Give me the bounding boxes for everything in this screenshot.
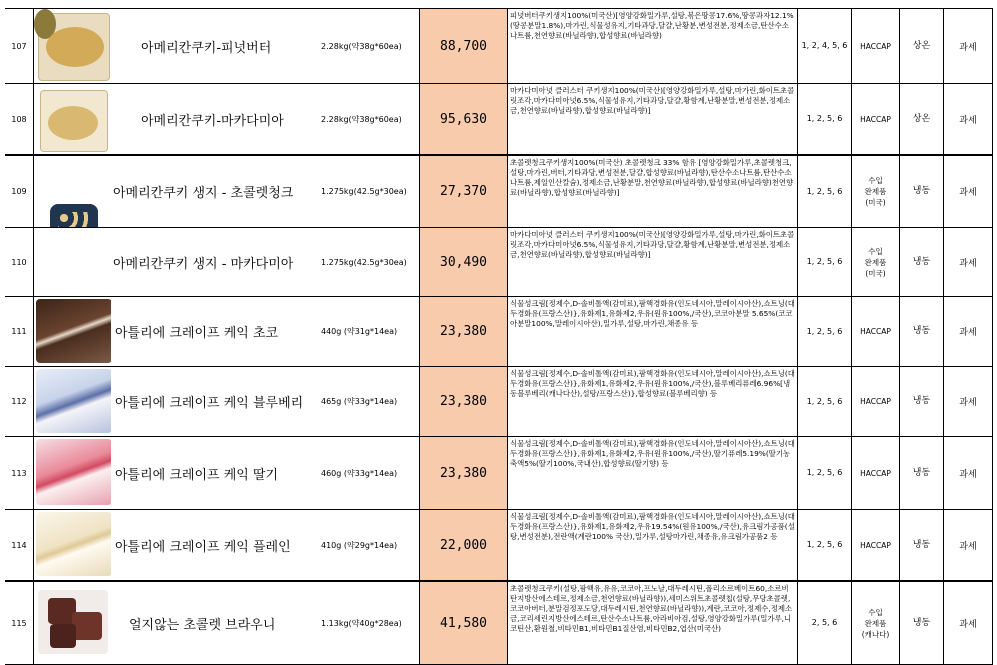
allergen-codes: 1, 2, 5, 6 [797, 156, 851, 227]
product-image-cell [33, 582, 111, 664]
row-number: 111 [11, 327, 27, 336]
product-ingredients: 마카다미아넛 클러스터 쿠키생지100%(미국산)[영양강화밀가루,설탕,마가린,화이트초콜릿조각,마카다미아넛6.5%,식물성유지,기타과당,달걀,황함계,난황분말,변성전분,정제소금,천연향료(바닐라향),합성향료(바닐라향)] [507, 228, 797, 296]
product-name [111, 582, 321, 664]
table-row [5, 296, 993, 366]
certification: 수입 완제품 (미국) [851, 156, 899, 227]
product-name-text: 아메리칸쿠키 생지 - 초콜렛청크 [113, 186, 294, 201]
product-price: 27,370 [419, 156, 507, 227]
product-name-text: 얼지않는 초콜렛 브라우니 [129, 617, 276, 633]
tax-status: 과세 [943, 9, 993, 83]
allergen-codes: 1, 2, 4, 5, 6 [797, 9, 851, 83]
product-name [111, 297, 321, 366]
product-image [34, 437, 111, 509]
row-number: 109 [11, 187, 27, 196]
product-price: 23,380 [419, 297, 507, 366]
certification: HACCAP [851, 437, 899, 509]
storage-type: 냉동 [899, 228, 943, 296]
allergen-codes: 1, 2, 5, 6 [797, 367, 851, 436]
product-name-text: 아메리칸쿠키-피넛버터 [141, 40, 272, 56]
tax-status: 과세 [943, 228, 993, 296]
table-row [5, 509, 993, 580]
product-name-text: 아틀리에 크레이프 케익 딸기 [115, 467, 279, 483]
product-image-cell [33, 437, 111, 509]
product-ingredients: 식물성크림[정제수,D-솔비톨액(감미료),팜핵경화유(인도네시아,말레이시아산),쇼트닝(대두경화유(프랑스산)},유화제1,유화제2,우유19.54%(원유100%,/국산),유크림가공품(설탕,변성전분),전란액(계란100% 국산),밀가루,설탕마가린,채종유,유크림가공품2 등 [507, 510, 797, 580]
product-image-cell [33, 228, 111, 296]
product-ingredients: 초콜렛청크쿠키(설탕,팜핵유,유유,코코아,프노날,대두레시틴,폴리소르베이트60,소르비탄지방산에스테르,정제소금,천연향료(바닐라향)),세미스위트초콜렛칩(설탕,무당초콜렛,코코아버터,분말검정포도당,대두레시틴,천연향료(바닐라향)),계란,코코아,정제수,정제소금,코리세린지방산에스테르,탄산수소나트륨,아라비아검,설탕,영양강화밀가루(밀가루,니코틴산,환원철,비타민B1,비타민B1질산염,비타민B2,엽산(미국산) [507, 582, 797, 664]
row-number: 113 [11, 468, 27, 478]
row-number: 114 [11, 540, 27, 550]
brownie-image [50, 624, 76, 648]
certification: 수입 완제품 (미국) [851, 228, 899, 296]
tax-status: 과세 [943, 84, 993, 154]
product-price: 30,490 [419, 228, 507, 296]
tax-status: 과세 [943, 437, 993, 509]
product-image-cell [33, 367, 111, 436]
product-image [34, 510, 111, 580]
cookie-dough-image [58, 212, 90, 227]
product-weight: 1.275kg(42.5g*30ea) [321, 187, 407, 196]
allergen-codes: 1, 2, 5, 6 [797, 228, 851, 296]
crepe-cake-image [36, 512, 111, 576]
row-number: 115 [11, 618, 27, 628]
product-image [34, 582, 111, 664]
product-ingredients: 식물성크림[정제수,D-솔비톨액(감미료),팜핵경화유(인도네시아,말레이시아산),쇼트닝(대두경화유(프랑스산)},유화제1,유화제2,우유(원유100%,/국산),코코아분말 5.65%(코코아분말100%,말레이시아산),밀가루,설탕,마가린,채종유 등 [507, 297, 797, 366]
product-image [34, 297, 111, 366]
product-image-cell [33, 9, 111, 83]
product-name-text: 아틀리에 크레이프 케익 플레인 [115, 539, 291, 555]
row-number: 112 [11, 397, 27, 406]
product-weight: 1.13kg(약40g*28ea) [321, 618, 402, 628]
product-ingredients: 식물성크림[정제수,D-솔비톨액(감미료),팜핵경화유(인도네시아,말레이시아산),쇼트닝(대두경화유(프랑스산)},유화제1,유화제2,우유(원유100%,/국산),딸기퓨레5.19%(딸기농축액5%(딸기100%,국내산),합성향료(딸기향) 등 [507, 437, 797, 509]
storage-type: 냉동 [899, 297, 943, 366]
certification: 수입 완제품 (캐나다) [851, 582, 899, 664]
tax-status: 과세 [943, 297, 993, 366]
product-weight: 2.28kg(약38g*60ea) [321, 41, 402, 51]
row-number: 108 [11, 114, 27, 124]
tax-status: 과세 [943, 582, 993, 664]
product-ingredients: 피넛버터쿠키생지100%(미국산)[영양강화밀가루,설탕,볶은땅콩17.6%,땅콩과자12.1%(땅콩분말1.8%),마가린,식물성유지,기타과당,달걀,난황분,변성전분,정제소금,탄산수소나트륨,천연향료(바닐라향),합성향료(바닐라향) [507, 9, 797, 83]
storage-type: 상온 [899, 9, 943, 83]
product-name-text: 아메리칸쿠키-마카다미아 [141, 113, 284, 129]
storage-type: 냉동 [899, 437, 943, 509]
table-row [5, 227, 993, 296]
product-weight: 410g (약29g*14ea) [321, 540, 398, 550]
allergen-codes: 1, 2, 5, 6 [797, 437, 851, 509]
storage-type: 냉동 [899, 367, 943, 436]
product-price: 23,380 [419, 437, 507, 509]
product-name-text: 아틀리에 크레이프 케익 블루베리 [115, 396, 304, 411]
allergen-codes: 2, 5, 6 [797, 582, 851, 664]
product-price: 23,380 [419, 367, 507, 436]
cookie-image [48, 106, 98, 140]
product-price: 95,630 [419, 84, 507, 154]
product-name [111, 367, 321, 436]
certification: HACCAP [851, 9, 899, 83]
table-row [5, 580, 993, 665]
storage-type: 상온 [899, 84, 943, 154]
product-image-cell [33, 84, 111, 154]
crepe-cake-image [36, 439, 111, 505]
product-weight: 465g (약33g*14ea) [321, 397, 398, 406]
allergen-codes: 1, 2, 5, 6 [797, 510, 851, 580]
row-number: 107 [11, 41, 27, 51]
table-row [5, 8, 993, 83]
table-row [5, 154, 993, 227]
product-ingredients: 식물성크림[정제수,D-솔비톨액(감미료),팜핵경화유(인도네시아,말레이시아산),쇼트닝(대두경화유(프랑스산)},유화제1,유화제2,우유(원유100%,/국산),블루베리퓨레6.96%[냉동블루베리(캐나다산),설탕/프랑스산)},합성향료(블루베리향) 등 [507, 367, 797, 436]
product-price: 88,700 [419, 9, 507, 83]
product-price: 41,580 [419, 582, 507, 664]
table-row [5, 436, 993, 509]
product-name [111, 510, 321, 580]
table-row [5, 366, 993, 436]
tax-status: 과세 [943, 156, 993, 227]
tax-status: 과세 [943, 367, 993, 436]
product-image [34, 156, 111, 227]
product-name [111, 84, 321, 154]
cookie-image [46, 27, 104, 67]
row-number: 110 [11, 257, 27, 267]
product-image-cell [33, 156, 111, 227]
product-image [34, 228, 111, 296]
product-image [34, 367, 111, 436]
table-row [5, 83, 993, 154]
allergen-codes: 1, 2, 5, 6 [797, 297, 851, 366]
product-image-cell [33, 297, 111, 366]
product-weight: 460g (약33g*14ea) [321, 468, 398, 478]
storage-type: 냉동 [899, 510, 943, 580]
product-ingredients: 초콜렛청크쿠키생지100%(미국산) 초콜렛청크 33% 함유 [영양강화밀가루,초콜렛청크,설탕,마가린,버터,기타과당,변성전분,달걀,합성향료(바닐라향),탄산수소나트륨,탄산수소나트륨,제일인산칼슘),정제소금,난황분말,천연향료(바닐라향),합성향료(바닐라향)천연향료(바닐라향),합성향료(바닐라향)] [507, 156, 797, 227]
crepe-cake-image [36, 369, 111, 433]
product-ingredients: 마카다미아넛 클러스터 쿠키생지100%(미국산)[영양강화밀가루,설탕,마가린,화이트초콜릿조각,마카다미아넛6.5%,식물성유지,기타과당,달걀,황함계,난황분말,변성전분,정제소금,천연향료(바닐라향),합성향료(바닐라향)] [507, 84, 797, 154]
certification: HACCAP [851, 84, 899, 154]
storage-type: 냉동 [899, 156, 943, 227]
crepe-cake-image [36, 299, 111, 363]
product-image [34, 84, 111, 154]
certification: HACCAP [851, 297, 899, 366]
product-name-text: 아틀리에 크레이프 케익 초코 [115, 326, 279, 341]
product-name [111, 228, 321, 296]
product-weight: 2.28kg(약38g*60ea) [321, 114, 402, 124]
tax-status: 과세 [943, 510, 993, 580]
certification: HACCAP [851, 510, 899, 580]
product-name [111, 156, 321, 227]
product-name [111, 9, 321, 83]
product-name [111, 437, 321, 509]
product-image-cell [33, 510, 111, 580]
allergen-codes: 1, 2, 5, 6 [797, 84, 851, 154]
storage-type: 냉동 [899, 582, 943, 664]
product-image [34, 9, 111, 83]
product-weight: 1.275kg(42.5g*30ea) [321, 257, 407, 267]
product-weight: 440g (약31g*14ea) [321, 327, 398, 336]
product-name-text: 아메리칸쿠키 생지 - 마카다미아 [113, 256, 294, 272]
product-price: 22,000 [419, 510, 507, 580]
brownie-image [72, 612, 102, 640]
certification: HACCAP [851, 367, 899, 436]
